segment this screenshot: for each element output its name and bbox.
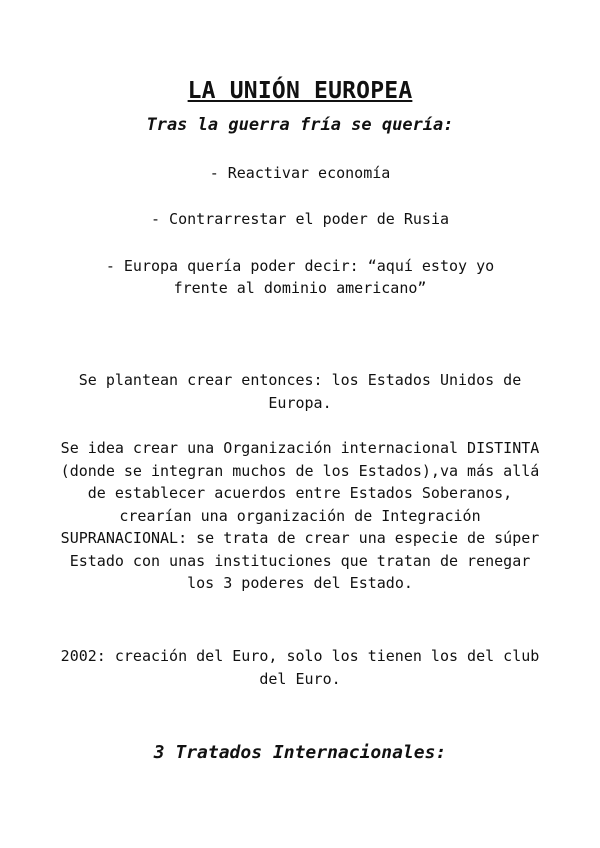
bullet-item: - Europa quería poder decir: “aquí estoy yo frente al dominio americano” [105, 257, 495, 297]
page-subtitle: Tras la guerra fría se quería: [146, 115, 454, 135]
bullet-item: - Reactivar economía [209, 164, 391, 182]
paragraph: Se plantean crear entonces: los Estados Unidos de Europa. [78, 371, 522, 412]
bullet-item: - Contrarrestar el poder de Rusia [150, 210, 449, 228]
section-heading: 3 Tratados Internacionales: [153, 742, 447, 763]
paragraph: Se idea crear una Organización internacional DISTINTA (donde se integran muchos de los Estados),va más allá de establecer acuerdos entre Estados Soberanos, crearían una organización de Integración SUPRANACIONAL: se trata de crear una especie de súper Estado con unas instituciones que tratan de renegar los 3 poderes del Estado. [60, 439, 540, 592]
paragraph: 2002: creación del Euro, solo los tienen los del club del Euro. [60, 647, 540, 688]
page-title: LA UNIÓN EUROPEA [187, 78, 413, 104]
